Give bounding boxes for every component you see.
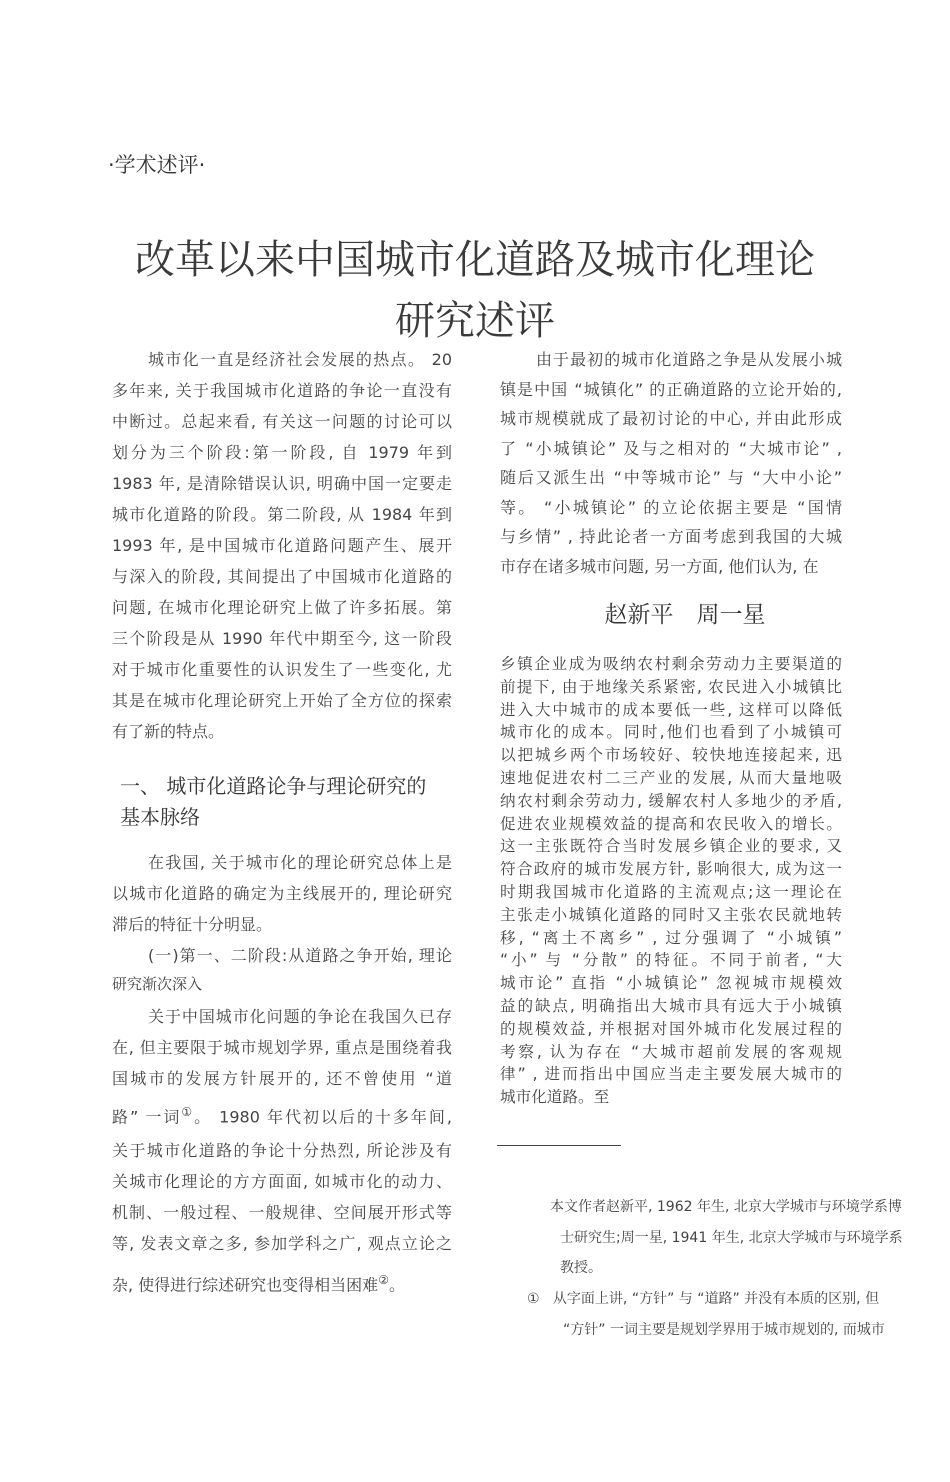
text-line: 考察, 认为存在 “大城市超前发展的客观规 [500, 1042, 842, 1061]
text-line: 促进农业规模效益的提高和农民收入的增长。 [500, 814, 842, 833]
text-line: 以城市化道路的确定为主线展开的, 理论研究 [112, 884, 452, 903]
note-line: “方针” 一词主要是规划学界用于城市规划的, 而城市 [563, 1321, 885, 1338]
subheading [112, 942, 452, 998]
article-title-line-2: 研究述评 [395, 298, 555, 344]
text-line: 关于城市化道路的争论十分热烈, 所论涉及有 [112, 1141, 452, 1161]
text-line: 中断过。总起来看, 有关这一问题的讨论可以 [112, 412, 452, 431]
text-line: 多年来, 关于我国城市化道路的争论一直没有 [112, 381, 452, 400]
footnote-ref-2[interactable]: ② [378, 1273, 389, 1288]
text-line: 城市化道路。至 [500, 1088, 610, 1107]
text-line: 主张走小城镇化道路的同时又主张农民就地转 [500, 905, 842, 924]
section-heading [120, 771, 460, 833]
intro-paragraph [112, 344, 452, 747]
text-line [112, 1259, 452, 1306]
note-line: 教授。 [560, 1260, 602, 1276]
heading-line: 基本脉络 [120, 805, 200, 829]
text-line: 划分为三个阶段:第一阶段, 自 1979 年到 [112, 443, 452, 462]
note-text: 从字面上讲, “方针” 与 “道路” 并没有本质的区别, 但 [552, 1291, 880, 1307]
text-line: 城市化的成本。同时,他们也看到了小城镇可 [500, 723, 842, 742]
text-line: 1993 年, 是中国城市化道路问题产生、展开 [112, 536, 452, 555]
text-line: 进入大中城市的成本要低一些, 这样可以降低 [500, 700, 842, 719]
text-line: 由于最初的城市化道路之争是从发展小城 [536, 350, 842, 369]
note-line [527, 1284, 927, 1315]
author-note [550, 1192, 950, 1284]
footnote-1 [527, 1284, 927, 1345]
text-line: 对于城市化重要性的认识发生了一些变化, 尤 [112, 660, 452, 679]
right-paragraph-2 [500, 653, 842, 1109]
subheading-line: 研究渐次深入 [112, 975, 203, 993]
text-line: 有了新的特点。 [112, 722, 225, 741]
note-line: 士研究生;周一星, 1941 年生, 北京大学城市与环境学系 [560, 1229, 903, 1246]
text-line: 城市规模就成了最初讨论的中心, 并由此形成 [500, 409, 842, 428]
text-fragment: 路” 一词 [112, 1107, 182, 1127]
text-line: 镇是中国 “城镇化” 的正确道路的立论开始的, [500, 379, 842, 399]
text-line: 时期我国城市化道路的主流观点;这一理论在 [500, 882, 842, 901]
text-line [112, 1094, 452, 1135]
text-fragment: 。 [388, 1275, 405, 1295]
text-line: 随后又派生出 “中等城市论” 与 “大中小论” [500, 468, 842, 487]
text-line: 了 “小城镇论” 及与之相对的 “大城市论” , [500, 438, 842, 458]
text-line: 三个阶段是从 1990 年代中期至今, 这一阶段 [112, 629, 452, 648]
section-tag: ·学术述评· [108, 153, 206, 177]
text-line: 滞后的特征十分明显。 [112, 915, 273, 934]
heading-line: 一、 城市化道路论争与理论研究的 [120, 774, 427, 798]
text-line: 机制、一般过程、一般规律、空间展开形式等 [112, 1203, 452, 1223]
text-line: 关城市化理论的方方面面, 如城市化的动力、 [112, 1172, 452, 1192]
text-line: 这一主张既符合当时发展乡镇企业的要求, 又 [500, 837, 842, 856]
text-line: 律” , 进而指出中国应当走主要发展大城市的 [500, 1065, 842, 1084]
text-line: 与深入的阶段, 其间提出了中国城市化道路的 [112, 567, 452, 586]
subheading-line: (一)第一、二阶段:从道路之争开始, 理论 [148, 946, 452, 965]
text-line: 国城市的发展方针展开的, 还不曾使用 “道 [112, 1069, 452, 1088]
text-line: 问题, 在城市化理论研究上做了许多拓展。第 [112, 598, 452, 617]
text-line: 移, “离土不离乡” , 过分强调了 “小城镇” [500, 928, 842, 947]
text-fragment: 杂, 使得进行综述研究也变得相当困难 [112, 1275, 379, 1295]
text-line: 前提下, 由于地缘关系紧密, 农民进入小城镇比 [500, 677, 842, 696]
text-line: 等。 “小城镇论” 的立论依据主要是 “国情 [500, 497, 842, 517]
authors: 赵新平 周一星 [604, 602, 766, 628]
text-line: 乡镇企业成为吸纳农村剩余劳动力主要渠道的 [500, 655, 842, 673]
text-fragment: 。 1980 年代初以后的十多年间, [194, 1107, 452, 1127]
text-line: 城市化一直是经济社会发展的热点。 20 [148, 350, 452, 369]
text-line: 速地促进农村二三产业的发展, 从而大量地吸 [500, 768, 842, 787]
text-line: “小” 与 “分散” 的特征。不同于前者, “大 [500, 951, 842, 970]
text-line: 等, 发表文章之多, 参加学科之广, 观点立论之 [112, 1234, 452, 1254]
text-line: 1983 年, 是清除错误认识, 明确中国一定要走 [112, 474, 452, 493]
text-line: 符合政府的城市发展方针, 影响很大, 成为这一 [500, 860, 842, 879]
text-line: 关于中国城市化问题的争论在我国久已存 [148, 1007, 452, 1026]
text-line: 益的缺点, 明确指出大城市具有远大于小城镇 [500, 996, 842, 1015]
note-line: 本文作者赵新平, 1962 年生, 北京大学城市与环境学系博 [550, 1199, 902, 1215]
text-line: 在我国, 关于城市化的理论研究总体上是 [148, 853, 452, 872]
text-line: 其是在城市化理论研究上开始了全方位的探索 [112, 691, 452, 710]
text-line: 城市论” 直指 “小城镇论” 忽视城市规模效 [500, 974, 842, 993]
text-line: 的规模效益, 并根据对国外城市化发展过程的 [500, 1019, 842, 1038]
paragraph-2 [112, 847, 452, 940]
footnote-divider [497, 1145, 621, 1146]
footnote-ref-1[interactable]: ① [181, 1105, 195, 1119]
text-line: 纳农村剩余劳动力, 缓解农村人多地少的矛盾, [500, 791, 842, 810]
text-line: 城市化道路的阶段。第二阶段, 从 1984 年到 [112, 505, 452, 524]
paragraph-3 [112, 1001, 452, 1307]
text-line: 市存在诸多城市问题, 另一方面, 他们认为, 在 [500, 556, 819, 576]
text-line: 在, 但主要限于城市规划学界, 重点是围绕着我 [112, 1038, 452, 1057]
right-paragraph-1 [500, 345, 842, 581]
article-title-line-1: 改革以来中国城市化道路及城市化理论 [135, 237, 815, 283]
footnote-mark: ① [527, 1291, 540, 1307]
text-line: 以把城乡两个市场较好、较快地连接起来, 迅 [500, 746, 842, 765]
text-line: 与乡情” , 持此论者一方面考虑到我国的大城 [500, 527, 842, 546]
